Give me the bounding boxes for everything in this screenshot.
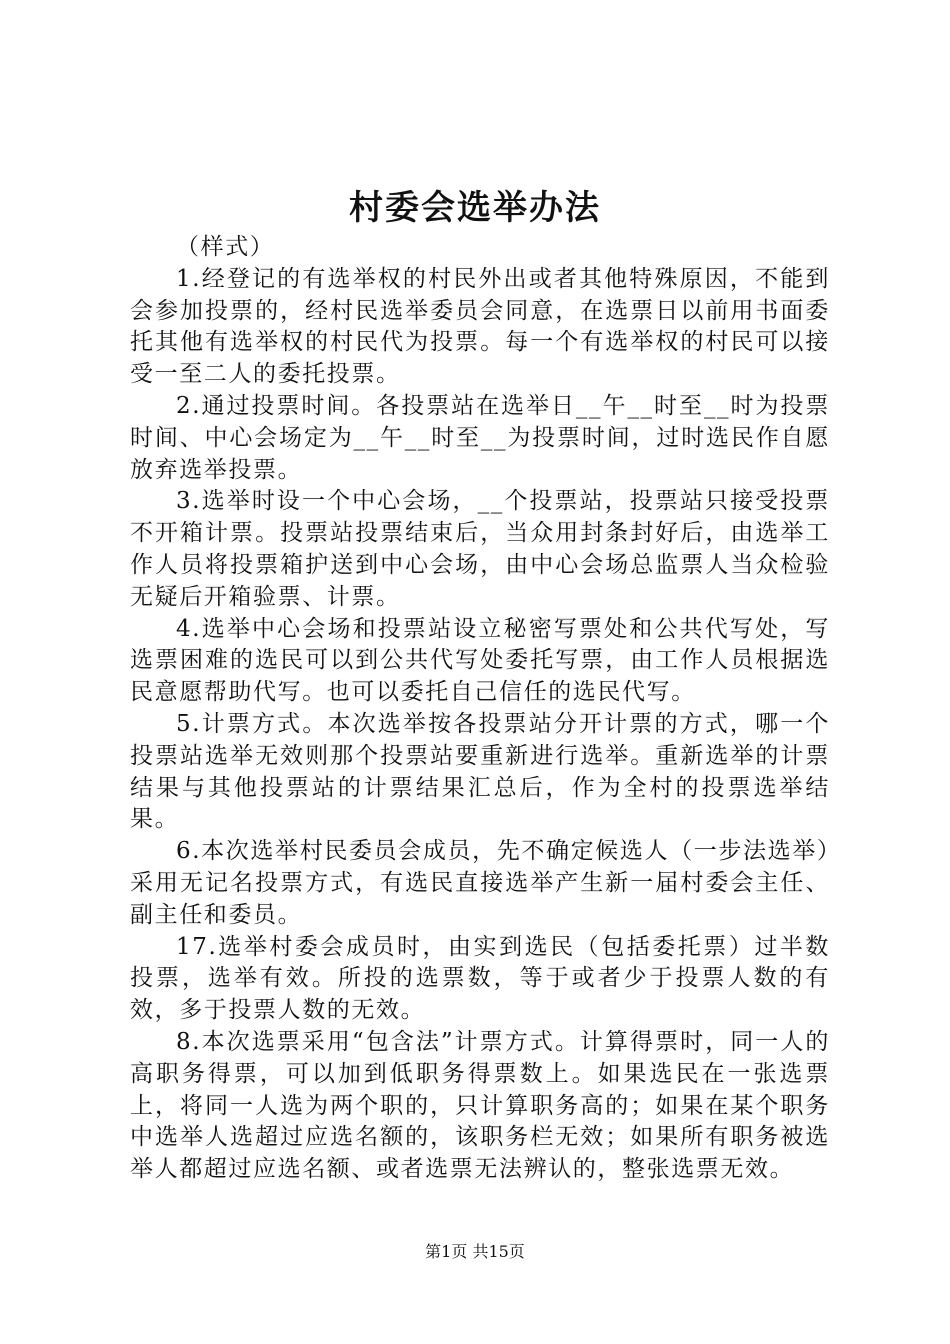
paragraph-4: 4.选举中心会场和投票站设立秘密写票处和公共代写处，写选票困难的选民可以到公共代写处委托写票，由工作人员根据选民意愿帮助代写。也可以委托自己信任的选民代写。 [130, 615, 830, 706]
paragraph-3: 3.选举时设一个中心会场，__个投票站，投票站只接受投票不开箱计票。投票站投票结束后，当众用封条封好后，由选举工作人员将投票箱护送到中心会场，由中心会场总监票人当众检验无疑后开箱验票、计票。 [130, 488, 830, 610]
page-footer: 第1页 共15页 [425, 1242, 525, 1261]
document-title: 村委会选举办法 [349, 188, 601, 228]
paragraph-6: 6.本次选举村民委员会成员，先不确定候选人（一步法选举）采用无记名投票方式，有选民直接选举产生新一届村委会主任、副主任和委员。 [130, 838, 830, 928]
paragraph-1: 1.经登记的有选举权的村民外出或者其他特殊原因，不能到会参加投票的，经村民选举委员会同意，在选票日以前用书面委托其他有选举权的村民代为投票。每一个有选举权的村民可以接受一至二人的委托投票。 [130, 265, 830, 388]
paragraph-8: 8.本次选票采用“包含法”计票方式。计算得票时，同一人的高职务得票，可以加到低职务得票数上。如果选民在一张选票上，将同一人选为两个职的，只计算职务高的；如果在某个职务中选举人选超过应选名额的，该职务栏无效；如果所有职务被选举人都超过应选名额、或者选票无法辨认的，整张选票无效。 [130, 1028, 830, 1183]
paragraph-2: 2.通过投票时间。各投票站在选举日__午__时至__时为投票时间、中心会场定为__午__时至__为投票时间，过时选民作自愿放弃选举投票。 [130, 392, 830, 483]
paragraph-style-note: （样式） [176, 234, 275, 260]
paragraph-5: 5.计票方式。本次选举按各投票站分开计票的方式，哪一个投票站选举无效则那个投票站要重新进行选举。重新选举的计票结果与其他投票站的计票结果汇总后，作为全村的投票选举结果。 [130, 710, 830, 833]
paragraph-7: 17.选举村委会成员时，由实到选民（包括委托票）过半数投票，选举有效。所投的选票数，等于或者少于投票人数的有效，多于投票人数的无效。 [130, 933, 830, 1024]
document-body [130, 232, 830, 1186]
